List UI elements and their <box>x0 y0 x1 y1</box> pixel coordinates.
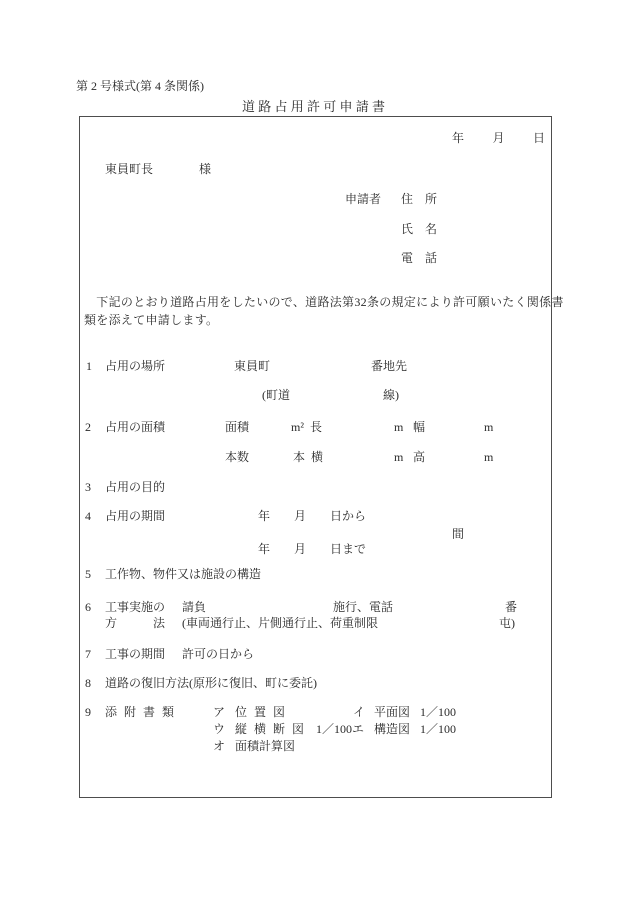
item-1-label: 占用の場所 <box>105 359 166 373</box>
item-1-number: 1 <box>86 359 92 373</box>
item-1-town: 東員町 <box>234 359 271 373</box>
item-9-b-scale: 1／100 <box>420 705 457 719</box>
item-1-lot-suffix: 番地先 <box>371 359 408 373</box>
item-5-label: 工作物、物件又は施設の構造 <box>105 567 262 581</box>
item-4-from-line: 年 月 日から <box>258 509 367 523</box>
item-9-d-scale: 1／100 <box>420 722 457 736</box>
form-title: 道 路 占 用 許 可 申 請 書 <box>242 99 386 114</box>
item-7-number: 7 <box>85 647 91 661</box>
item-2-count-unit: 本 <box>293 450 306 464</box>
item-2-length-label: 長 <box>310 420 323 434</box>
item-2-area-label: 面積 <box>225 420 250 434</box>
intro-paragraph-line1: 下記のとおり道路占用をしたいので、道路法第32条の規定により許可願いたく関係書 <box>84 295 564 309</box>
applicant-label: 申請者 <box>345 192 382 206</box>
item-9-e-name: 面積計算図 <box>235 739 296 753</box>
item-2-horizontal-label: 横 <box>311 450 324 464</box>
item-3-number: 3 <box>85 480 91 494</box>
item-4-duration-suffix: 間 <box>452 527 465 541</box>
applicant-name-label: 氏 名 <box>401 222 438 236</box>
item-2-label: 占用の面積 <box>105 420 166 434</box>
form-number-label: 第 2 号様式(第 4 条関係) <box>76 79 204 93</box>
item-9-c-name: 縦 横 断 図 <box>235 722 307 736</box>
item-9-a-key: ア <box>213 705 226 719</box>
item-7-label: 工事の期間 <box>105 647 166 661</box>
item-3-label: 占用の目的 <box>105 480 166 494</box>
item-2-horizontal-unit: m <box>394 450 404 464</box>
addressee-honorific: 様 <box>199 162 212 176</box>
item-2-number: 2 <box>85 420 91 434</box>
item-6-contractor-label: 請負 <box>182 600 207 614</box>
item-2-width-unit: m <box>484 420 494 434</box>
item-9-d-name: 構造図 <box>374 722 411 736</box>
item-4-number: 4 <box>85 509 91 523</box>
item-9-b-name: 平面図 <box>374 705 411 719</box>
applicant-address-label: 住 所 <box>401 192 438 206</box>
item-9-e-key: オ <box>213 739 226 753</box>
item-6-restrictions: (車両通行止、片側通行止、荷重制限 <box>182 616 378 630</box>
item-5-number: 5 <box>85 567 91 581</box>
item-9-a-name: 位 置 図 <box>235 705 288 719</box>
item-9-label: 添 附 書 類 <box>105 705 177 719</box>
item-7-value: 許可の日から <box>182 647 255 661</box>
applicant-phone-label: 電 話 <box>401 251 438 265</box>
addressee-name: 東員町長 <box>105 162 154 176</box>
item-4-label: 占用の期間 <box>105 509 166 523</box>
item-9-c-key: ウ <box>213 722 226 736</box>
item-9-d-key: エ <box>352 722 365 736</box>
item-2-width-label: 幅 <box>413 420 426 434</box>
item-6-label-line1: 工事実施の <box>105 600 166 614</box>
item-6-number: 6 <box>85 600 91 614</box>
item-1-road-prefix: (町道 <box>262 388 290 402</box>
item-9-c-scale: 1／100 <box>316 722 353 736</box>
item-6-ton-suffix: 屯) <box>499 616 515 630</box>
item-4-to-line: 年 月 日まで <box>258 542 367 556</box>
item-9-number: 9 <box>85 705 91 719</box>
item-2-height-label: 高 <box>413 450 426 464</box>
item-6-number-suffix: 番 <box>505 600 518 614</box>
item-2-length-unit: m <box>394 420 404 434</box>
item-2-height-unit: m <box>484 450 494 464</box>
item-6-label-line2: 方 法 <box>105 616 166 630</box>
item-8-number: 8 <box>85 676 91 690</box>
item-6-execution-label: 施行、電話 <box>333 600 394 614</box>
item-8-label: 道路の復旧方法(原形に復旧、町に委託) <box>105 676 317 690</box>
item-9-b-key: イ <box>353 705 366 719</box>
item-2-area-unit: m² <box>291 420 304 434</box>
intro-paragraph-line2: 類を添えて申請します。 <box>84 313 219 327</box>
date-placeholder-line: 年 月 日 <box>452 131 547 145</box>
item-2-count-label: 本数 <box>225 450 250 464</box>
item-1-road-suffix: 線) <box>383 388 399 402</box>
